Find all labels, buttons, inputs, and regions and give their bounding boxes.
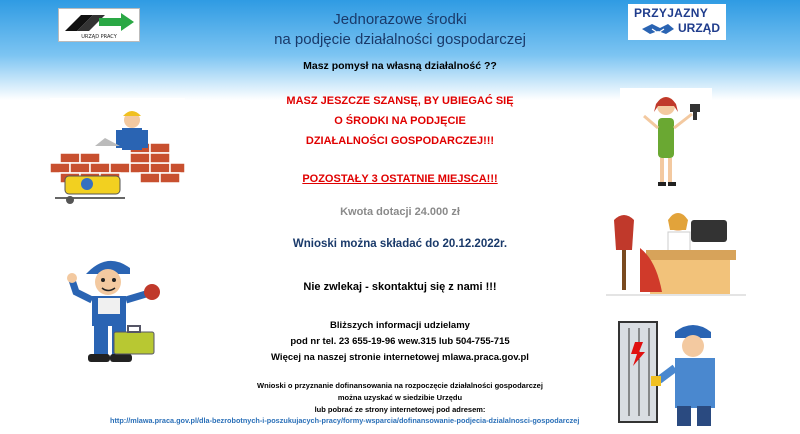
page-title-line1: Jednorazowe środki [333,11,467,28]
info-line1: Bliższych informacji udzielamy [330,320,470,331]
page-title-line2: na podjęcie działalności gospodarczej [274,31,526,48]
logo-right-line1: PRZYJAZNY [634,6,709,20]
seamstress-illustration [606,200,746,300]
przyjazny-urzad-logo [628,4,726,40]
application-url-link[interactable]: http://mlawa.praca.gov.pl/dla-bezrobotnych-i-poszukujacych-pracy/formy-wsparcia/dofinansowanie-podjecia-dzialalnosci-gospodarczej [110,416,580,425]
handshake-icon [640,21,676,37]
arrow-logo-icon [59,9,139,35]
hairdresser-illustration [620,88,712,198]
grant-amount: Kwota dotacji 24.000 zł [340,206,460,218]
bricklayer-illustration [50,98,185,210]
small-line3: lub pobrać ze strony internetowej pod adresem: [314,405,486,414]
idea-question: Masz pomysł na własną działalność ?? [303,60,497,72]
application-deadline: Wnioski można składać do 20.12.2022r. [292,238,508,250]
contact-call: Nie zwlekaj - skontaktuj się z nami !!! [303,281,497,293]
small-line2: można uzyskać w siedzibie Urzędu [337,393,463,402]
electrician-illustration [615,318,725,430]
small-line1: Wnioski o przyznanie dofinansowania na rozpoczęcie działalności gospodarczej [257,381,543,390]
info-website: Więcej na naszej stronie internetowej mlawa.praca.gov.pl [271,352,529,363]
plumber-illustration [58,250,173,368]
headline-line3: DZIAŁALNOŚCI GOSPODARCZEJ!!! [305,135,495,147]
urzad-pracy-logo [58,8,140,42]
logo-right-line2: URZĄD [678,21,720,35]
logo-left-caption: URZĄD PRACY [81,34,117,40]
headline-line1: MASZ JESZCZE SZANSĘ, BY UBIEGAĆ SIĘ [286,95,514,107]
headline-line2: O ŚRODKI NA PODJĘCIE [334,115,466,127]
remaining-places: POZOSTAŁY 3 OSTATNIE MIEJSCA!!! [302,173,498,185]
info-phone: pod nr tel. 23 655-19-96 wew.315 lub 504-755-715 [290,336,510,347]
